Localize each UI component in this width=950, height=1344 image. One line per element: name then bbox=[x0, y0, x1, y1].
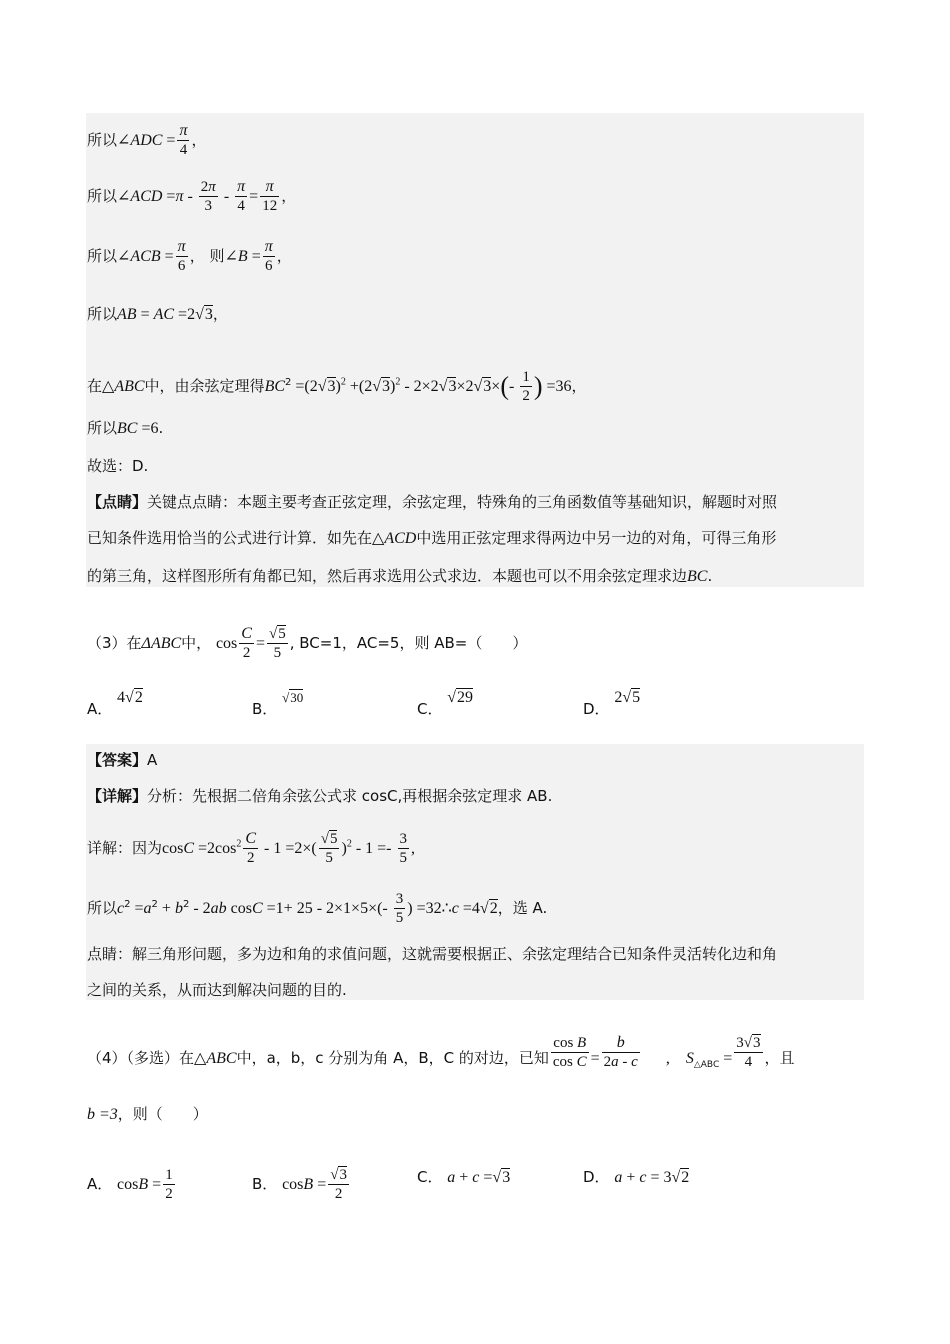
q4-option-d[interactable]: D． a + c = 3√2 bbox=[583, 1168, 690, 1186]
xiangjie-c-line: 所以$c^2 =a^2 + b^2 - 2ab$ cosC =1+ 25 - 2×1×5×(- $\frac{3}{5}$ ) =32∴c =4√2，选 A. bbox=[87, 891, 548, 926]
question-4: （4）（多选）在△ABC中，a，b，c 分别为角 A，B，C 的对边，已知 $\frac{\text{cos B}}{\text{cos C}}$ = $\frac{b}{2a - c}$ , $S_{\triangle ABC}$ = $\frac{3√3}{4}$ ，且 bbox=[87, 1034, 795, 1070]
xiangjie-cos-line: 详解：因为$\cos C =2\cos^2$ $\frac{C}{2}$ - 1 =2×( $\frac{√5}{5}$ )$^2$ - 1 =- $\frac{3}{5}$ , bbox=[87, 830, 415, 866]
line-bc6: 所以BC =6. bbox=[87, 419, 164, 437]
question-3: （3）在ΔABC中， cos $\frac{C}{2}$ = $\frac{√5}{5}$ , BC=1，AC=5，则 AB=（ ） bbox=[87, 625, 528, 661]
question-4-cont: b =3，则（ ） bbox=[87, 1105, 208, 1123]
q3-option-b[interactable]: B． √30 bbox=[252, 690, 304, 718]
q4-option-b[interactable]: B． cosB = $\frac{√3}{2}$ bbox=[252, 1167, 347, 1202]
dianjing-line-3: 的第三角，这样图形所有角都已知，然后再求选用公式求边．本题也可以不用余弦定理求边BC. bbox=[87, 567, 713, 585]
answer-line: 【答案】A bbox=[87, 751, 158, 769]
dianjing-line-1: 【点睛】关键点点睛：本题主要考查正弦定理，余弦定理，特殊角的三角函数值等基础知识，解题时对照 bbox=[87, 493, 778, 511]
dianjing2-line-2: 之间的关系，从而达到解决问题的目的. bbox=[87, 981, 347, 999]
line-ab-ac: 所以AB = AC =2√3， bbox=[87, 305, 228, 323]
answer-d: 故选：D. bbox=[87, 457, 149, 475]
q3-option-a[interactable]: A． 4√2 bbox=[87, 689, 143, 718]
q3-option-d[interactable]: D． 2√5 bbox=[583, 689, 641, 718]
dianjing2-line-1: 点睛：解三角形问题，多为边和角的求值问题，这就需要根据正、余弦定理结合已知条件灵活转化边和角 bbox=[87, 945, 778, 963]
q4-option-c[interactable]: C． a + c =√3 bbox=[417, 1168, 511, 1186]
q3-option-c[interactable]: C． √29 bbox=[417, 689, 474, 718]
line-angle-adc: 所以∠ADC = $\frac{\pi}{4}$ ， bbox=[87, 122, 207, 158]
dianjing-line-2: 已知条件选用恰当的公式进行计算．如先在△ACD中选用正弦定理求得两边中另一边的对角，可得三角形 bbox=[87, 529, 777, 547]
line-angle-acd: 所以∠ACD =π - $\frac{2\pi}{3}$ - $\frac{\pi}{4}$ = $\frac{\pi}{12}$ ， bbox=[87, 178, 297, 214]
line-cosine-law: 在△ABC中，由余弦定理得$BC^2 =(2√3)^2 +(2√3)^2 - 2\times 2√3\times 2√3\times(-$ $\frac{1}{2}$ ) =36， bbox=[87, 369, 587, 404]
xiangjie-line: 【详解】分析：先根据二倍角余弦公式求 cosC,再根据余弦定理求 AB. bbox=[87, 787, 553, 805]
line-angle-acb: 所以∠ACB = $\frac{\pi}{6}$ ， 则∠B = $\frac{\pi}{6}$ ， bbox=[87, 238, 292, 274]
q4-option-a[interactable]: A． cosB = $\frac{1}{2}$ bbox=[87, 1167, 173, 1202]
